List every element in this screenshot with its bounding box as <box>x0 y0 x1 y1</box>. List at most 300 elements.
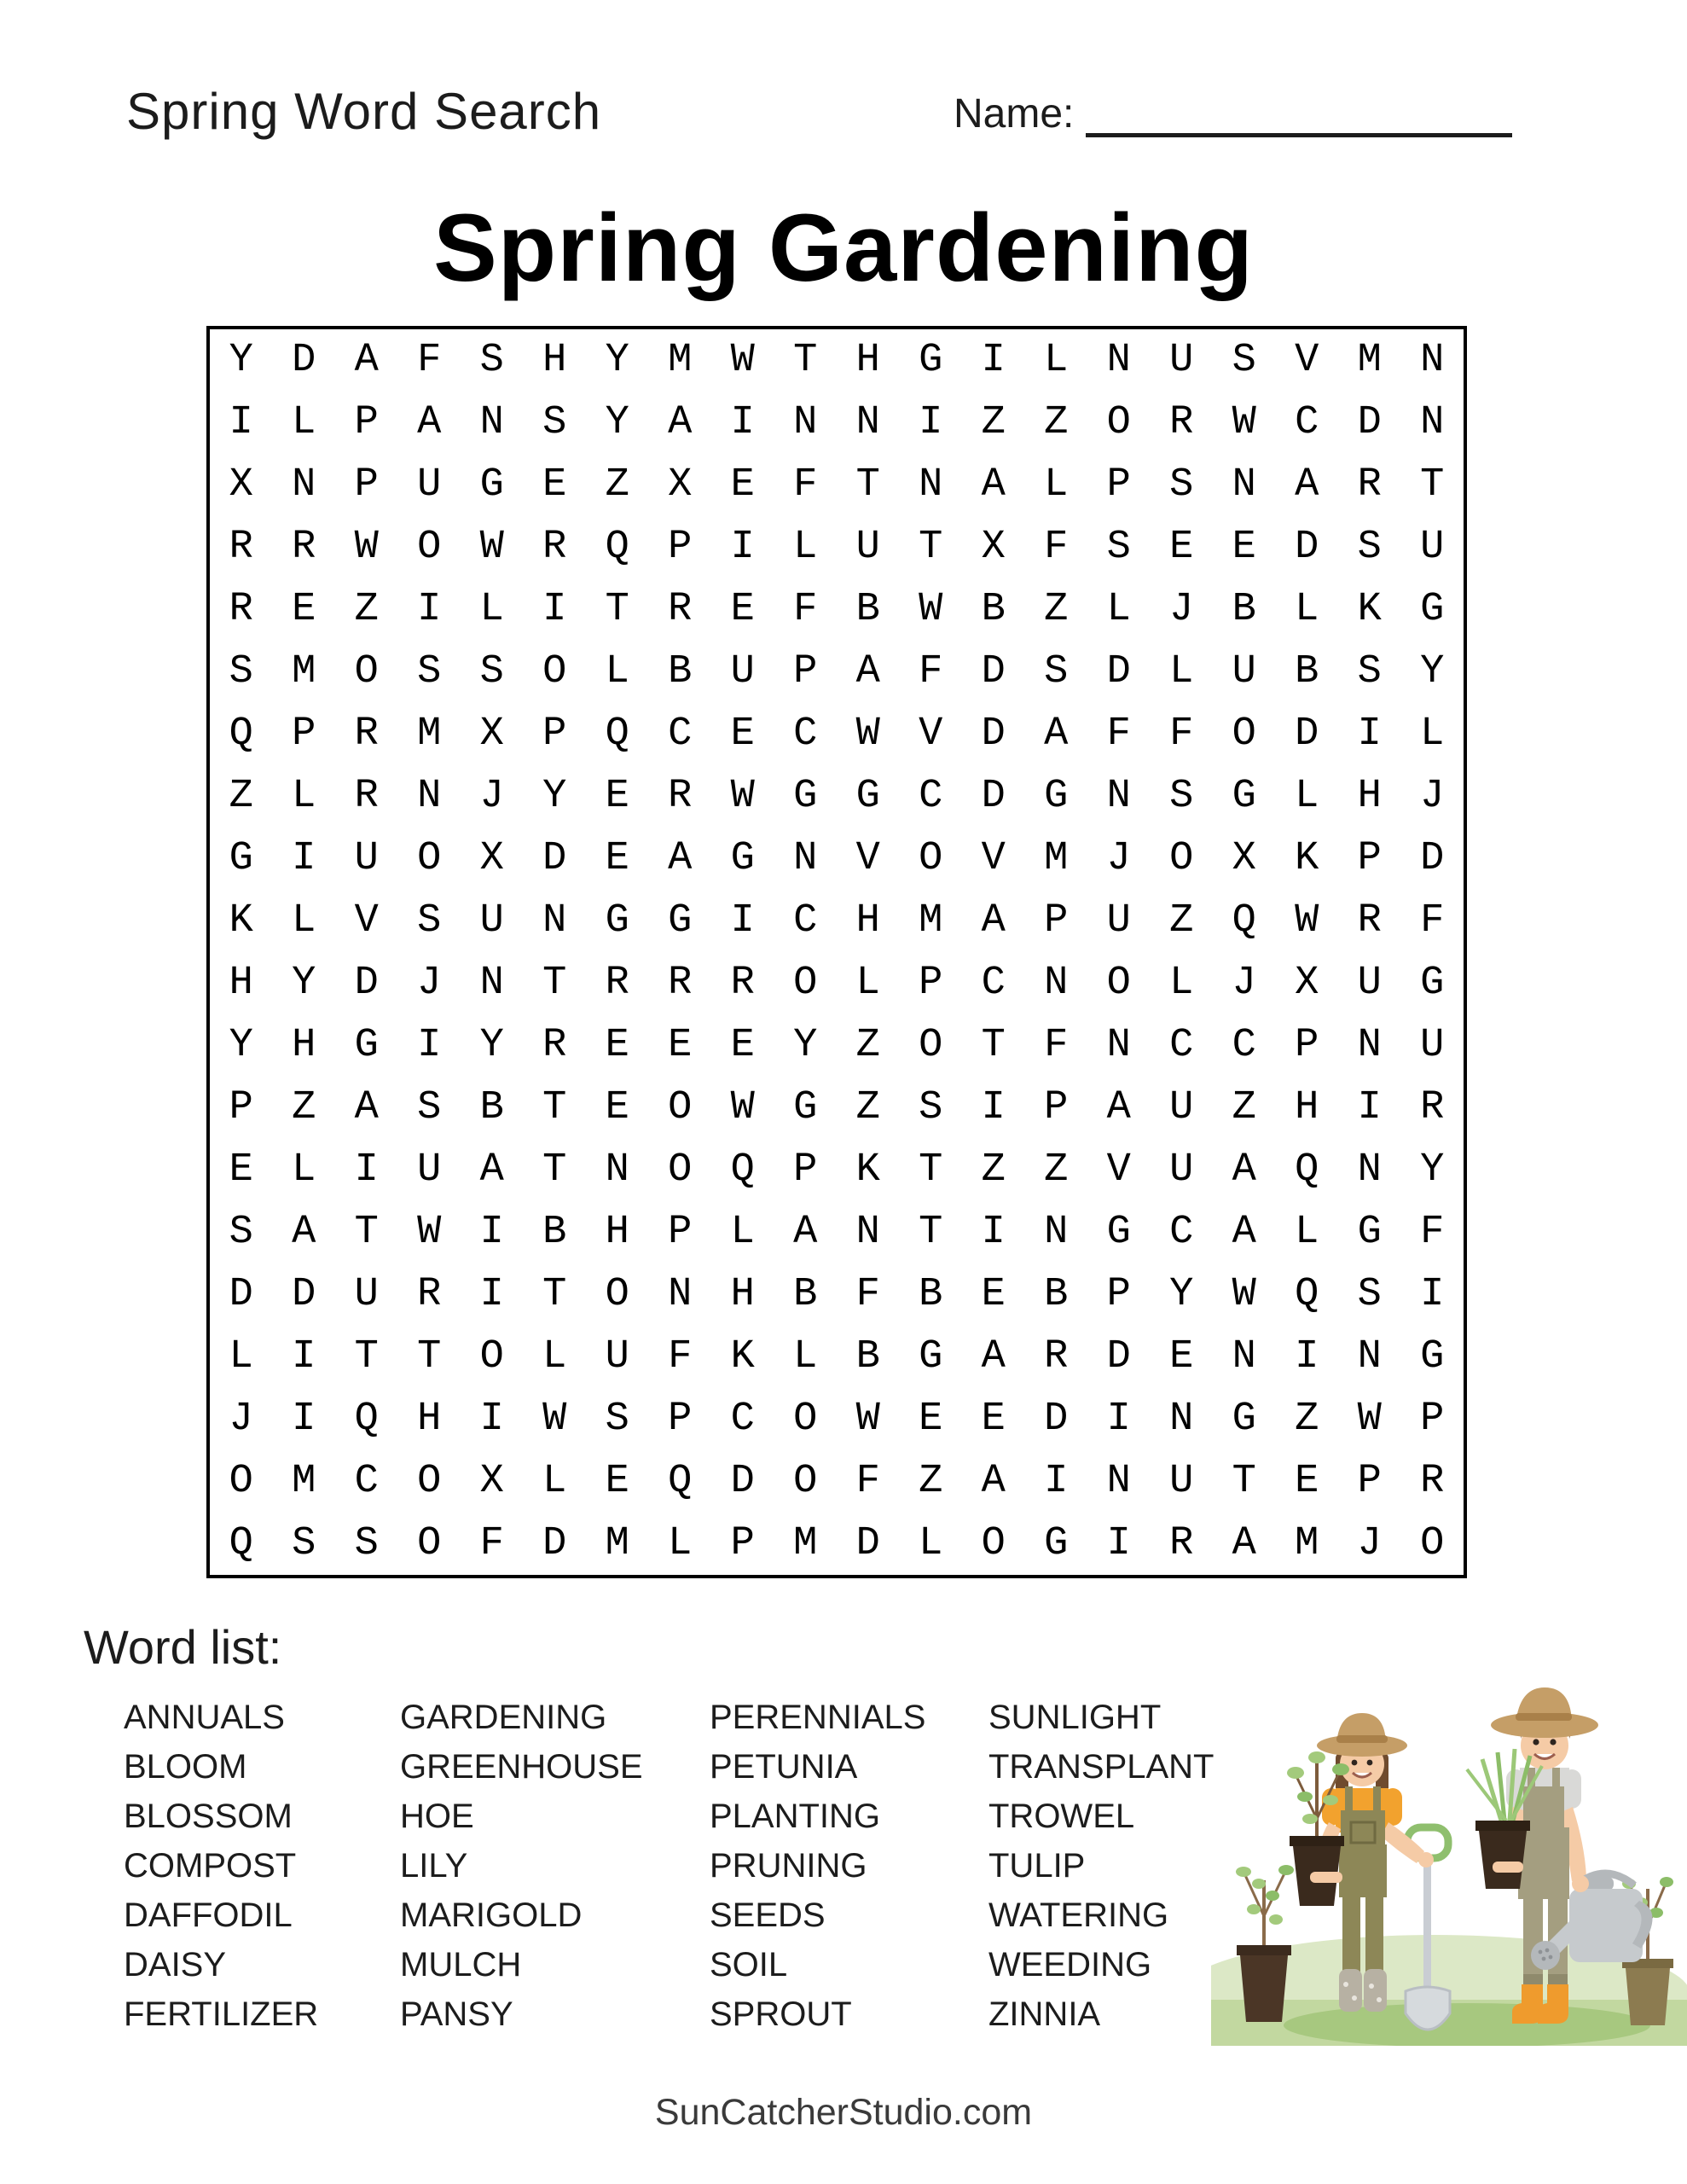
grid-letter: V <box>354 898 379 944</box>
grid-letter: L <box>919 1521 943 1566</box>
grid-letter: R <box>542 1023 567 1068</box>
word-list-item: PETUNIA <box>710 1748 858 1786</box>
grid-letter: R <box>229 525 253 570</box>
grid-letter: E <box>919 1397 943 1442</box>
grid-letter: C <box>730 1397 755 1442</box>
grid-letter: D <box>981 712 1006 757</box>
grid-letter: I <box>730 525 755 570</box>
grid-letter: Q <box>1232 898 1256 944</box>
grid-letter: L <box>292 898 316 944</box>
grid-letter: E <box>730 462 755 508</box>
grid-letter: X <box>479 1459 504 1504</box>
grid-letter: F <box>793 462 818 508</box>
grid-letter: S <box>605 1397 629 1442</box>
grid-letter: T <box>919 525 943 570</box>
word-list-item: TULIP <box>988 1847 1086 1885</box>
grid-letter: H <box>417 1397 442 1442</box>
grid-letter: O <box>981 1521 1006 1566</box>
grid-letter: Y <box>793 1023 818 1068</box>
grid-letter: X <box>668 462 693 508</box>
grid-letter: V <box>919 712 943 757</box>
grid-letter: B <box>1295 649 1319 694</box>
grid-letter: E <box>730 587 755 632</box>
grid-letter: H <box>730 1272 755 1317</box>
word-list-item: LILY <box>400 1847 468 1885</box>
grid-letter: O <box>793 1459 818 1504</box>
grid-letter: X <box>479 712 504 757</box>
word-list-item: PERENNIALS <box>710 1699 926 1736</box>
grid-letter: P <box>1044 898 1069 944</box>
grid-letter: V <box>981 836 1006 881</box>
grid-letter: I <box>542 587 567 632</box>
grid-letter: J <box>1169 587 1194 632</box>
grid-letter: B <box>479 1085 504 1130</box>
grid-letter: F <box>1420 1210 1445 1255</box>
grid-letter: S <box>417 898 442 944</box>
grid-letter: N <box>1044 961 1069 1006</box>
grid-letter: T <box>1420 462 1445 508</box>
grid-letter: Y <box>229 1023 253 1068</box>
grid-letter: Z <box>354 587 379 632</box>
grid-letter: F <box>855 1459 880 1504</box>
grid-letter: L <box>292 774 316 819</box>
grid-letter: O <box>1169 836 1194 881</box>
grid-letter: A <box>479 1147 504 1193</box>
grid-letter: S <box>1044 649 1069 694</box>
grid-letter: G <box>793 1085 818 1130</box>
grid-letter: Q <box>354 1397 379 1442</box>
grid-letter: P <box>354 400 379 445</box>
grid-letter: I <box>981 338 1006 383</box>
grid-letter: W <box>855 1397 880 1442</box>
grid-letter: N <box>1106 774 1131 819</box>
grid-letter: A <box>354 1085 379 1130</box>
grid-letter: G <box>730 836 755 881</box>
grid-letter: E <box>605 836 629 881</box>
grid-letter: S <box>292 1521 316 1566</box>
grid-letter: W <box>542 1397 567 1442</box>
grid-letter: W <box>1232 1272 1256 1317</box>
grid-letter: G <box>354 1023 379 1068</box>
grid-letter: S <box>1106 525 1131 570</box>
grid-letter: W <box>1295 898 1319 944</box>
grid-letter: G <box>1420 1334 1445 1380</box>
grid-letter: E <box>730 712 755 757</box>
grid-letter: W <box>479 525 504 570</box>
grid-letter: L <box>479 587 504 632</box>
grid-letter: Z <box>605 462 629 508</box>
grid-letter: A <box>981 1459 1006 1504</box>
grid-letter: G <box>919 1334 943 1380</box>
grid-letter: N <box>1420 400 1445 445</box>
grid-letter: S <box>479 649 504 694</box>
grid-letter: O <box>229 1459 253 1504</box>
grid-letter: G <box>229 836 253 881</box>
grid-letter: L <box>1106 587 1131 632</box>
grid-letter: C <box>981 961 1006 1006</box>
grid-letter: L <box>1295 587 1319 632</box>
grid-letter: M <box>417 712 442 757</box>
grid-letter: N <box>605 1147 629 1193</box>
grid-letter: W <box>730 774 755 819</box>
grid-letter: K <box>855 1147 880 1193</box>
grid-letter: I <box>730 898 755 944</box>
grid-letter: S <box>479 338 504 383</box>
grid-letter: M <box>793 1521 818 1566</box>
grid-letter: M <box>919 898 943 944</box>
grid-letter: A <box>668 400 693 445</box>
grid-letter: N <box>919 462 943 508</box>
grid-letter: I <box>417 587 442 632</box>
grid-letter: R <box>354 712 379 757</box>
gardeners-illustration <box>1211 1660 1687 2046</box>
grid-letter: D <box>292 1272 316 1317</box>
grid-letter: Z <box>229 774 253 819</box>
grid-letter: A <box>417 400 442 445</box>
grid-letter: N <box>855 1210 880 1255</box>
grid-letter: S <box>417 649 442 694</box>
grid-letter: U <box>479 898 504 944</box>
grid-letter: H <box>542 338 567 383</box>
grid-letter: P <box>229 1085 253 1130</box>
grid-letter: E <box>981 1397 1006 1442</box>
grid-letter: S <box>229 1210 253 1255</box>
grid-letter: I <box>1357 1085 1382 1130</box>
grid-letter: J <box>229 1397 253 1442</box>
grid-letter: N <box>417 774 442 819</box>
grid-letter: Z <box>855 1023 880 1068</box>
word-list-column <box>400 1693 710 2039</box>
grid-letter: V <box>1106 1147 1131 1193</box>
grid-letter: B <box>668 649 693 694</box>
word-list-item: SPROUT <box>710 1995 852 2033</box>
grid-letter: A <box>855 649 880 694</box>
grid-letter: L <box>730 1210 755 1255</box>
grid-letter: P <box>730 1521 755 1566</box>
grid-letter: M <box>1295 1521 1319 1566</box>
grid-letter: I <box>1106 1521 1131 1566</box>
grid-letter: A <box>981 898 1006 944</box>
grid-letter: R <box>417 1272 442 1317</box>
grid-letter: D <box>542 1521 567 1566</box>
grid-letter: U <box>1420 525 1445 570</box>
grid-letter: C <box>1169 1210 1194 1255</box>
grid-letter: N <box>479 400 504 445</box>
grid-letter: I <box>292 836 316 881</box>
grid-letter: T <box>981 1023 1006 1068</box>
grid-letter: F <box>793 587 818 632</box>
grid-letter: R <box>730 961 755 1006</box>
grid-letter: C <box>1295 400 1319 445</box>
grid-letter: L <box>1044 338 1069 383</box>
grid-letter: A <box>981 1334 1006 1380</box>
grid-letter: C <box>1169 1023 1194 1068</box>
grid-letter: W <box>730 338 755 383</box>
grid-letter: O <box>1420 1521 1445 1566</box>
grid-letter: G <box>855 774 880 819</box>
grid-letter: D <box>292 338 316 383</box>
grid-letter: V <box>1295 338 1319 383</box>
grid-letter: Z <box>1044 1147 1069 1193</box>
grid-letter: T <box>354 1210 379 1255</box>
grid-letter: L <box>542 1459 567 1504</box>
grid-letter: E <box>730 1023 755 1068</box>
grid-letter: Z <box>981 1147 1006 1193</box>
grid-letter: R <box>292 525 316 570</box>
grid-letter: K <box>730 1334 755 1380</box>
grid-letter: F <box>668 1334 693 1380</box>
grid-letter: U <box>417 462 442 508</box>
grid-letter: Y <box>1169 1272 1194 1317</box>
word-list-item: BLOOM <box>124 1748 247 1786</box>
grid-letter: H <box>855 338 880 383</box>
footer-site-text: SunCatcherStudio.com <box>654 2092 1033 2133</box>
grid-letter: U <box>1232 649 1256 694</box>
grid-letter: Y <box>1420 649 1445 694</box>
grid-letter: T <box>417 1334 442 1380</box>
grid-letter: Z <box>1169 898 1194 944</box>
grid-letter: P <box>1357 836 1382 881</box>
grid-letter: N <box>1106 1459 1131 1504</box>
grid-letter: Q <box>730 1147 755 1193</box>
grid-letter: W <box>417 1210 442 1255</box>
word-list-item: ZINNIA <box>988 1995 1101 2033</box>
grid-letter: F <box>1044 525 1069 570</box>
grid-letter: Z <box>1232 1085 1256 1130</box>
grid-letter: G <box>1044 774 1069 819</box>
grid-letter: L <box>1044 462 1069 508</box>
grid-letter: Q <box>1295 1147 1319 1193</box>
grid-letter: F <box>479 1521 504 1566</box>
grid-letter: I <box>981 1210 1006 1255</box>
grid-letter: U <box>354 1272 379 1317</box>
grid-letter: N <box>668 1272 693 1317</box>
grid-letter: E <box>1169 525 1194 570</box>
grid-letter: D <box>981 649 1006 694</box>
grid-letter: T <box>354 1334 379 1380</box>
grid-letter: B <box>855 1334 880 1380</box>
grid-letter: I <box>292 1334 316 1380</box>
grid-letter: J <box>1420 774 1445 819</box>
grid-letter: P <box>1044 1085 1069 1130</box>
grid-letter: A <box>354 338 379 383</box>
grid-letter: M <box>1044 836 1069 881</box>
grid-letter: K <box>1357 587 1382 632</box>
grid-letter: I <box>479 1210 504 1255</box>
grid-letter: I <box>981 1085 1006 1130</box>
grid-letter: R <box>542 525 567 570</box>
word-list-item: PANSY <box>400 1995 513 2033</box>
grid-letter: D <box>1106 649 1131 694</box>
grid-letter: D <box>1106 1334 1131 1380</box>
grid-letter: Z <box>1044 587 1069 632</box>
grid-letter: X <box>229 462 253 508</box>
grid-letter: M <box>292 1459 316 1504</box>
grid-letter: T <box>605 587 629 632</box>
grid-letter: W <box>855 712 880 757</box>
grid-letter: L <box>1420 712 1445 757</box>
grid-letter: Z <box>1044 400 1069 445</box>
grid-letter: A <box>668 836 693 881</box>
grid-letter: G <box>919 338 943 383</box>
grid-letter: A <box>1044 712 1069 757</box>
grid-letter: F <box>1106 712 1131 757</box>
grid-letter: R <box>1420 1085 1445 1130</box>
grid-letter: L <box>1295 1210 1319 1255</box>
grid-letter: L <box>229 1334 253 1380</box>
word-list-column <box>710 1693 988 2039</box>
word-list-item: SUNLIGHT <box>988 1699 1162 1736</box>
grid-letter: R <box>354 774 379 819</box>
grid-letter: T <box>855 462 880 508</box>
grid-letter: R <box>229 587 253 632</box>
grid-letter: U <box>855 525 880 570</box>
grid-letter: Z <box>919 1459 943 1504</box>
grid-letter: C <box>919 774 943 819</box>
grid-letter: I <box>229 400 253 445</box>
grid-letter: G <box>479 462 504 508</box>
grid-letter: U <box>1169 338 1194 383</box>
grid-letter: W <box>1232 400 1256 445</box>
word-list-item: SEEDS <box>710 1896 826 1934</box>
grid-letter: M <box>292 649 316 694</box>
grid-letter: N <box>1357 1334 1382 1380</box>
grid-letter: X <box>1232 836 1256 881</box>
grid-letter: F <box>1169 712 1194 757</box>
grid-letter: P <box>668 1397 693 1442</box>
grid-letter: O <box>417 1459 442 1504</box>
grid-letter: O <box>793 1397 818 1442</box>
name-blank-line <box>1086 93 1512 137</box>
grid-letter: N <box>1106 338 1131 383</box>
grid-letter: D <box>981 774 1006 819</box>
grid-letter: U <box>354 836 379 881</box>
grid-letter: N <box>793 836 818 881</box>
grid-letter: I <box>730 400 755 445</box>
grid-letter: P <box>1357 1459 1382 1504</box>
word-list-item: FERTILIZER <box>124 1995 319 2033</box>
grid-letter: A <box>1232 1521 1256 1566</box>
grid-letter: X <box>479 836 504 881</box>
grid-letter: T <box>542 1272 567 1317</box>
grid-letter: F <box>1420 898 1445 944</box>
word-list-item: TRANSPLANT <box>988 1748 1215 1786</box>
grid-letter: T <box>793 338 818 383</box>
grid-letter: C <box>793 898 818 944</box>
grid-letter: D <box>855 1521 880 1566</box>
word-list-columns <box>124 1693 1244 2039</box>
grid-letter: J <box>1232 961 1256 1006</box>
grid-letter: G <box>1357 1210 1382 1255</box>
grid-letter: I <box>354 1147 379 1193</box>
grid-letter: N <box>292 462 316 508</box>
grid-letter: Z <box>855 1085 880 1130</box>
grid-letter: D <box>730 1459 755 1504</box>
grid-letter: L <box>292 1147 316 1193</box>
grid-letter: B <box>793 1272 818 1317</box>
grid-letter: R <box>668 774 693 819</box>
grid-letter: Y <box>292 961 316 1006</box>
word-list-item: GREENHOUSE <box>400 1748 643 1786</box>
grid-letter: E <box>668 1023 693 1068</box>
grid-letter: O <box>417 836 442 881</box>
word-list-item: DAISY <box>124 1946 227 1984</box>
grid-letter: R <box>1357 462 1382 508</box>
grid-letter: K <box>229 898 253 944</box>
grid-letter: B <box>542 1210 567 1255</box>
grid-letter: S <box>542 400 567 445</box>
grid-letter: Y <box>1420 1147 1445 1193</box>
grid-letter: S <box>354 1521 379 1566</box>
word-list-item: PRUNING <box>710 1847 867 1885</box>
grid-letter: G <box>1106 1210 1131 1255</box>
grid-letter: B <box>1232 587 1256 632</box>
grid-letter: I <box>1106 1397 1131 1442</box>
grid-letter: D <box>354 961 379 1006</box>
grid-letter: F <box>919 649 943 694</box>
grid-letter: Y <box>605 338 629 383</box>
grid-letter: M <box>605 1521 629 1566</box>
grid-letter: Y <box>542 774 567 819</box>
grid-letter: C <box>354 1459 379 1504</box>
grid-letter: O <box>919 836 943 881</box>
grid-letter: R <box>605 961 629 1006</box>
grid-letter: W <box>919 587 943 632</box>
grid-letter: P <box>1295 1023 1319 1068</box>
grid-letter: Z <box>1295 1397 1319 1442</box>
grid-letter: L <box>1169 649 1194 694</box>
grid-letter: Q <box>605 525 629 570</box>
grid-letter: C <box>1232 1023 1256 1068</box>
grid-letter: P <box>793 649 818 694</box>
grid-letter: N <box>1232 462 1256 508</box>
grid-letter: A <box>1232 1147 1256 1193</box>
grid-letter: B <box>1044 1272 1069 1317</box>
grid-letter: S <box>1357 525 1382 570</box>
grid-letter: R <box>1420 1459 1445 1504</box>
grid-letter: G <box>605 898 629 944</box>
grid-letter: O <box>919 1023 943 1068</box>
grid-letter: R <box>1357 898 1382 944</box>
grid-letter: U <box>417 1147 442 1193</box>
grid-letter: E <box>1169 1334 1194 1380</box>
grid-letter: W <box>354 525 379 570</box>
word-list-item: WEEDING <box>988 1946 1152 1984</box>
grid-letter: Y <box>605 400 629 445</box>
grid-letter: Q <box>605 712 629 757</box>
grid-letter: D <box>1044 1397 1069 1442</box>
grid-letter: F <box>1044 1023 1069 1068</box>
grid-letter: H <box>1295 1085 1319 1130</box>
grid-letter: S <box>229 649 253 694</box>
grid-letter: L <box>605 649 629 694</box>
grid-letter: U <box>1420 1023 1445 1068</box>
grid-letter: P <box>1106 462 1131 508</box>
word-search-grid <box>206 326 1467 1578</box>
grid-letter: A <box>1106 1085 1131 1130</box>
grid-letter: H <box>855 898 880 944</box>
grid-letter: D <box>1420 836 1445 881</box>
grid-letter: L <box>793 525 818 570</box>
grid-letter: J <box>1106 836 1131 881</box>
grid-letter: P <box>292 712 316 757</box>
grid-letter: O <box>1232 712 1256 757</box>
grid-letter: H <box>229 961 253 1006</box>
grid-letter: U <box>1357 961 1382 1006</box>
grid-letter: S <box>1169 774 1194 819</box>
grid-letter: I <box>417 1023 442 1068</box>
grid-letter: A <box>793 1210 818 1255</box>
